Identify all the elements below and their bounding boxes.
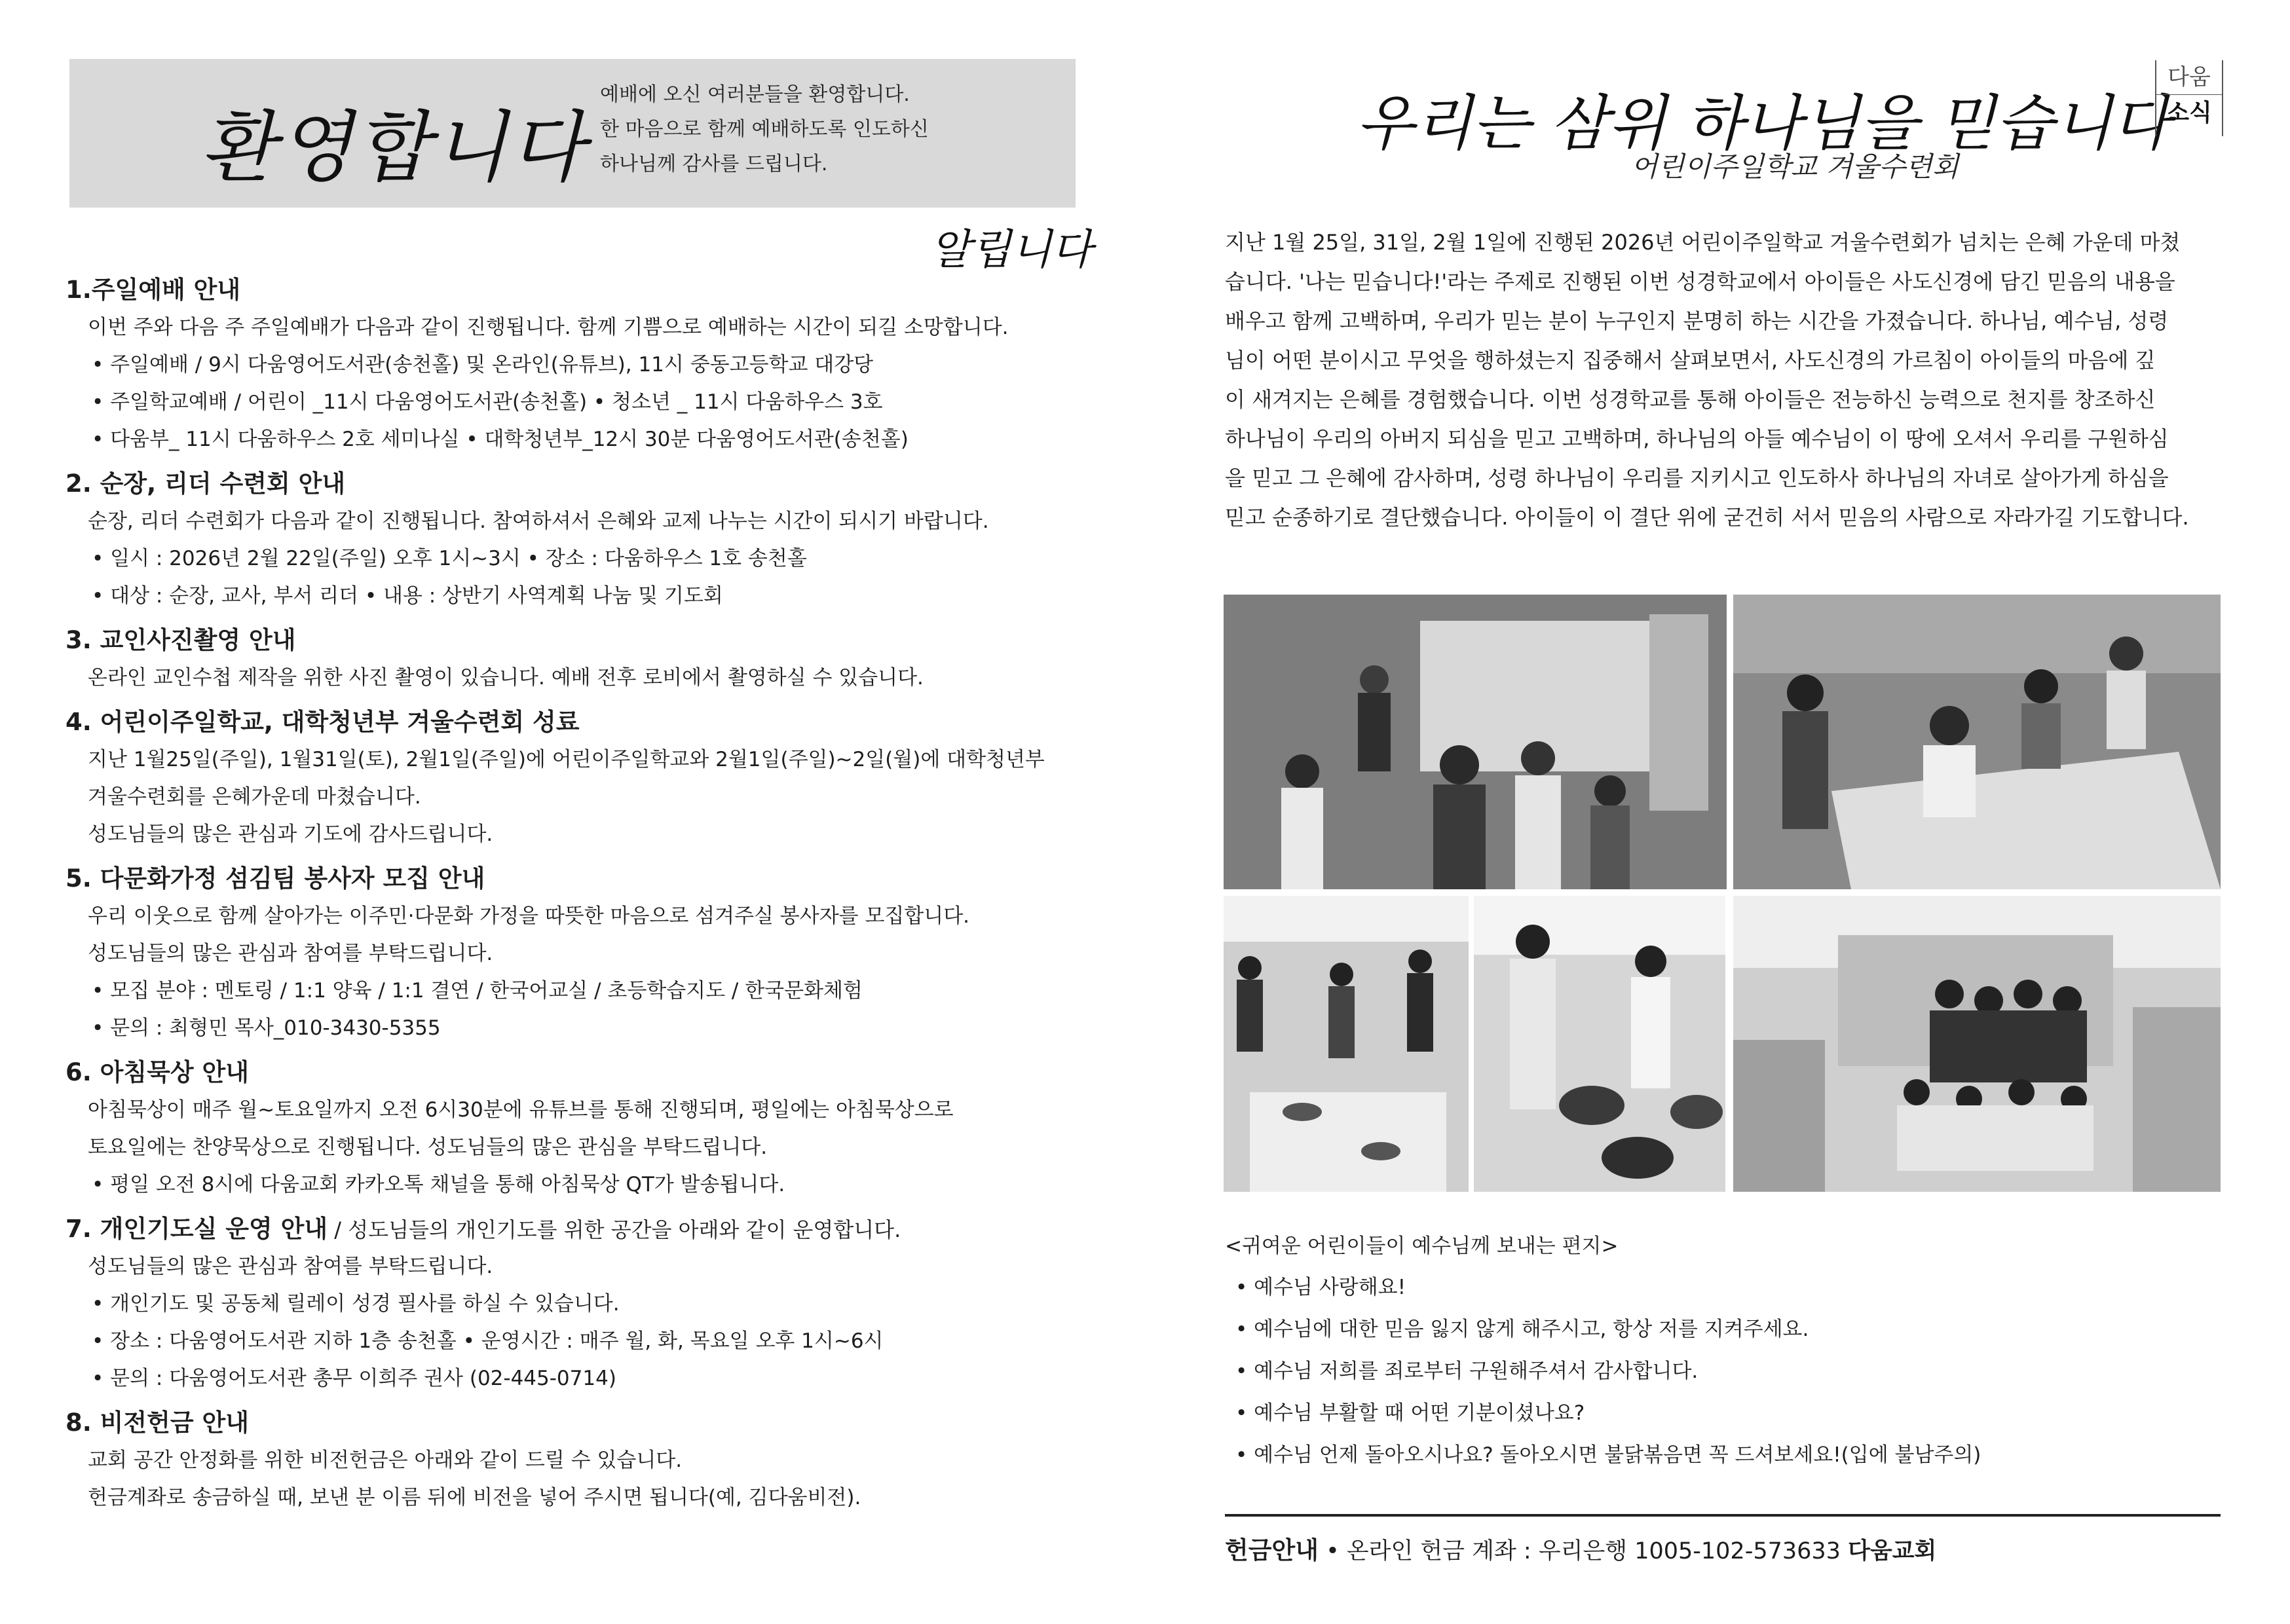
retreat-photo-curling — [1224, 896, 1469, 1192]
offering-church: 다움교회 — [1848, 1538, 1937, 1564]
notice-body-line: 겨울수련회를 은혜가운데 마쳤습니다. — [88, 785, 421, 809]
notice-section — [66, 1054, 1114, 1204]
notice-body-line: 이번 주와 다음 주 주일예배가 다음과 같이 진행됩니다. 함께 기쁨으로 예배하는 시간이 되길 소망합니다. — [88, 316, 1009, 339]
section-title-text: 4. 어린이주일학교, 대학청년부 겨울수련회 성료 — [66, 708, 580, 736]
children-letters — [1225, 1226, 1981, 1476]
welcome-box — [69, 59, 1076, 208]
notice-body-line: 우리 이웃으로 함께 살아가는 이주민·다문화 가정을 따뜻한 마음으로 섬겨주실 봉사자를 모집합니다. — [88, 904, 970, 928]
story-line: 지난 1월 25일, 31일, 2월 1일에 진행된 2026년 어린이주일학교 겨울수련회가 넘치는 은혜 가운데 마쳤 — [1225, 230, 2181, 255]
notice-body-line: 교회 공간 안정화를 위한 비전헌금은 아래와 같이 드릴 수 있습니다. — [88, 1449, 683, 1472]
notice-body-line: 온라인 교인수첩 제작을 위한 사진 촬영이 있습니다. 예배 전후 로비에서 촬영하실 수 있습니다. — [88, 666, 924, 690]
photo-scene — [1224, 896, 1469, 1192]
news-subtitle: 어린이주일학교 겨울수련회 — [1631, 151, 1959, 183]
news-tag — [2155, 60, 2223, 136]
story-line: 을 믿고 그 은혜에 감사하며, 성령 하나님이 우리를 지키시고 인도하사 하나님의 자녀로 살아가게 하심을 — [1225, 466, 2169, 490]
photo-scene — [1733, 595, 2221, 889]
retreat-photo-group — [1733, 896, 2221, 1192]
notice-bullet: • 평일 오전 8시에 다움교회 카카오톡 채널을 통해 아침묵상 QT가 발송됩니다. — [66, 1166, 1114, 1204]
notice-body-line: 성도님들의 많은 관심과 기도에 감사드립니다. — [88, 822, 493, 846]
section-title-text: 6. 아침묵상 안내 — [66, 1058, 250, 1086]
notices-list — [66, 271, 1114, 1523]
notices-title: 알립니다 — [930, 226, 1093, 274]
notice-bullet: • 일시 : 2026년 2월 22일(주일) 오후 1시~3시 • 장소 : 다움하우스 1호 송천홀 — [66, 540, 1114, 578]
story-line: 이 새겨지는 은혜를 경험했습니다. 이번 성경학교를 통해 아이들은 전능하신 능력으로 천지를 창조하신 — [1225, 387, 2156, 412]
retreat-photo-snow — [1474, 896, 1725, 1192]
welcome-message — [600, 77, 929, 181]
notice-section-title — [66, 1210, 1114, 1248]
notice-body-line: 성도님들의 많은 관심과 참여를 부탁드립니다. — [88, 1255, 493, 1278]
notice-bullet: • 문의 : 다움영어도서관 총무 이희주 권사 (02-445-0714) — [66, 1360, 1114, 1397]
letter-item: • 예수님 사랑해요! — [1225, 1266, 1981, 1308]
notice-section-title — [66, 1054, 1114, 1092]
section-title-text: 8. 비전헌금 안내 — [66, 1409, 250, 1437]
section-title-text: 7. 개인기도실 운영 안내 — [66, 1215, 328, 1243]
letters-title: <귀여운 어린이들이 예수님께 보내는 편지> — [1225, 1234, 1619, 1258]
section-title-text: 3. 교인사진촬영 안내 — [66, 626, 296, 654]
photo-scene — [1733, 896, 2221, 1192]
notice-section — [66, 1210, 1114, 1397]
offering-info — [1225, 1531, 1936, 1571]
notice-body-line: 아침묵상이 매주 월~토요일까지 오전 6시30분에 유튜브를 통해 진행되며, 평일에는 아침묵상으로 — [88, 1098, 954, 1122]
notice-bullet: • 문의 : 최형민 목사_010-3430-5355 — [66, 1010, 1114, 1047]
notice-section-title — [66, 1404, 1114, 1442]
notice-bullet: • 모집 분야 : 멘토링 / 1:1 양육 / 1:1 결연 / 한국어교실 / 초등학습지도 / 한국문화체험 — [66, 972, 1114, 1010]
photo-scene — [1224, 595, 1727, 889]
welcome-line: 하나님께 감사를 드립니다. — [600, 153, 828, 175]
notice-section — [66, 1404, 1114, 1517]
welcome-line: 한 마음으로 함께 예배하도록 인도하신 — [600, 118, 929, 141]
retreat-photo-worship — [1224, 595, 1727, 889]
story-line: 하나님이 우리의 아버지 되심을 믿고 고백하며, 하나님의 아들 예수님이 이 땅에 오셔서 우리를 구원하심 — [1225, 426, 2169, 451]
notice-section — [66, 271, 1114, 458]
notice-section — [66, 860, 1114, 1047]
offering-account: • 온라인 헌금 계좌 : 우리은행 1005-102-573633 — [1318, 1538, 1849, 1564]
letter-item: • 예수님 저희를 죄로부터 구원해주셔서 감사합니다. — [1225, 1350, 1981, 1392]
section-title-text: 2. 순장, 리더 수련회 안내 — [66, 470, 346, 498]
notice-section-title — [66, 621, 1114, 659]
section-title-note: / 성도님들의 개인기도를 위한 공간을 아래와 같이 운영합니다. — [328, 1217, 901, 1242]
letter-item: • 예수님 언제 돌아오시나요? 돌아오시면 불닭볶음면 꼭 드셔보세요!(입에 불남주의) — [1225, 1434, 1981, 1476]
story-line: 습니다. '나는 믿습니다!'라는 주제로 진행된 이번 성경학교에서 아이들은 사도신경에 담긴 믿음의 내용을 — [1225, 269, 2175, 294]
story-line: 믿고 순종하기로 결단했습니다. 아이들이 이 결단 위에 굳건히 서서 믿음의 사람으로 자라가길 기도합니다. — [1225, 505, 2189, 530]
tag-top: 다움 — [2168, 64, 2211, 90]
notice-section-title — [66, 860, 1114, 898]
divider — [1225, 1514, 2221, 1517]
section-title-text: 1.주일예배 안내 — [66, 276, 241, 304]
letter-item: • 예수님 부활할 때 어떤 기분이셨나요? — [1225, 1392, 1981, 1434]
notice-body-line: 성도님들의 많은 관심과 참여를 부탁드립니다. — [88, 942, 493, 965]
section-title-text: 5. 다문화가정 섬김팀 봉사자 모집 안내 — [66, 864, 485, 893]
notice-bullet: • 대상 : 순장, 교사, 부서 리더 • 내용 : 상반기 사역계획 나눔 및 기도회 — [66, 578, 1114, 615]
notice-bullet: • 다움부_ 11시 다움하우스 2호 세미나실 • 대학청년부_12시 30분 다움영어도서관(송천홀) — [66, 421, 1114, 458]
story-line: 님이 어떤 분이시고 무엇을 행하셨는지 집중해서 살펴보면서, 사도신경의 가르침이 아이들의 마음에 깊 — [1225, 348, 2156, 373]
welcome-title: 환영합니다 — [200, 102, 587, 193]
notice-bullet: • 개인기도 및 공동체 릴레이 성경 필사를 하실 수 있습니다. — [66, 1285, 1114, 1323]
notice-section — [66, 621, 1114, 697]
photo-scene — [1474, 896, 1725, 1192]
letter-item: • 예수님에 대한 믿음 잃지 않게 해주시고, 항상 저를 지켜주세요. — [1225, 1308, 1981, 1350]
story-line: 배우고 함께 고백하며, 우리가 믿는 분이 누구인지 분명히 하는 시간을 가졌습니다. 하나님, 예수님, 성령 — [1225, 308, 2169, 333]
retreat-photo-activity — [1733, 595, 2221, 889]
welcome-line: 예배에 오신 여러분들을 환영합니다. — [600, 83, 910, 106]
notice-body-line: 지난 1월25일(주일), 1월31일(토), 2월1일(주일)에 어린이주일학교와 2월1일(주일)~2일(월)에 대학청년부 — [88, 748, 1045, 771]
news-title: 우리는 삼위 하나님을 믿습니다 — [1356, 88, 2171, 158]
notice-body-line: 토요일에는 찬양묵상으로 진행됩니다. 성도님들의 많은 관심을 부탁드립니다. — [88, 1135, 768, 1159]
news-story — [1225, 223, 2221, 537]
notice-section — [66, 465, 1114, 615]
notice-section-title — [66, 703, 1114, 741]
notice-section — [66, 703, 1114, 853]
notice-section-title — [66, 271, 1114, 309]
offering-label: 헌금안내 — [1225, 1536, 1319, 1564]
notice-body-line: 헌금계좌로 송금하실 때, 보낸 분 이름 뒤에 비전을 넣어 주시면 됩니다(예, 김다움비전). — [88, 1486, 861, 1509]
notice-bullet: • 주일학교예배 / 어린이 _11시 다움영어도서관(송천홀) • 청소년 _ 11시 다움하우스 3호 — [66, 384, 1114, 421]
notice-body-line: 순장, 리더 수련회가 다음과 같이 진행됩니다. 참여하셔서 은혜와 교제 나누는 시간이 되시기 바랍니다. — [88, 509, 989, 533]
notice-bullet: • 주일예배 / 9시 다움영어도서관(송천홀) 및 온라인(유튜브), 11시 중동고등학교 대강당 — [66, 346, 1114, 384]
notice-bullet: • 장소 : 다움영어도서관 지하 1층 송천홀 • 운영시간 : 매주 월, 화, 목요일 오후 1시~6시 — [66, 1323, 1114, 1360]
notice-section-title — [66, 465, 1114, 503]
tag-bottom: 소식 — [2156, 94, 2222, 132]
